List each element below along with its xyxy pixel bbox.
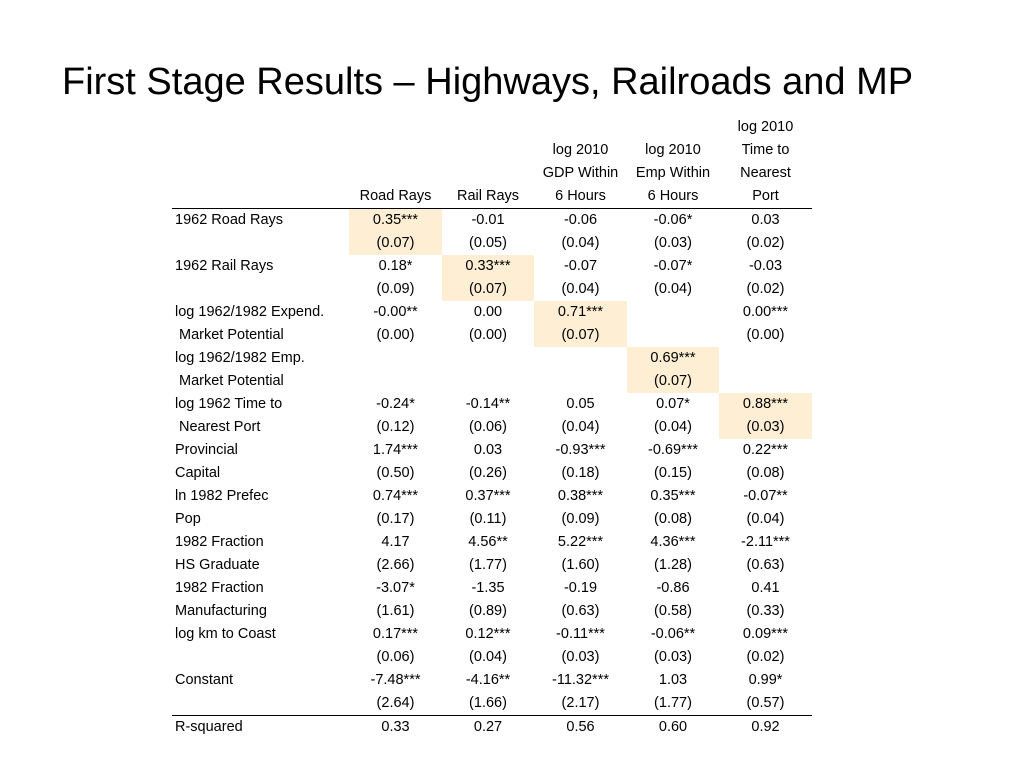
cell-value: 0.35*** bbox=[650, 488, 696, 504]
cell-value: 0.03 bbox=[751, 212, 780, 228]
cell-value: (0.15) bbox=[654, 465, 692, 481]
row-label: log km to Coast bbox=[175, 626, 276, 642]
header-road-rays bbox=[349, 116, 442, 209]
row-label: log 1962 Time to bbox=[175, 396, 283, 412]
cell-value: -0.06 bbox=[563, 212, 598, 228]
header-line: GDP Within bbox=[542, 165, 619, 181]
cell-value: (0.03) bbox=[654, 649, 692, 665]
cell-value: (2.17) bbox=[534, 692, 627, 716]
cell-value: (0.04) bbox=[469, 649, 507, 665]
cell-value bbox=[719, 370, 812, 393]
cell-value: (0.03) bbox=[561, 649, 600, 665]
row-label bbox=[172, 646, 349, 669]
row-provincial-capital-se bbox=[172, 462, 812, 485]
cell-value: 0.37*** bbox=[465, 488, 511, 504]
cell-value: -0.03 bbox=[748, 258, 783, 274]
row-label: log 1962/1982 Expend. bbox=[175, 304, 325, 320]
cell-value: 0.99* bbox=[748, 672, 783, 688]
header-line: 6 Hours bbox=[555, 188, 606, 204]
cell-value: (1.66) bbox=[442, 692, 534, 716]
cell-value: -0.07** bbox=[743, 488, 788, 504]
cell-value: (0.18) bbox=[561, 465, 600, 481]
row-label: HS Graduate bbox=[175, 557, 260, 573]
cell-value: 0.60 bbox=[658, 719, 688, 735]
row-label: 1962 Road Rays bbox=[175, 212, 284, 228]
cell-value: (0.00) bbox=[469, 327, 507, 343]
cell-value: 0.88*** bbox=[719, 393, 812, 416]
row-label: log 1962/1982 Emp. bbox=[175, 350, 305, 366]
cell-value: (0.06) bbox=[376, 649, 415, 665]
cell-value: 1.03 bbox=[658, 672, 688, 688]
cell-value: -0.69*** bbox=[648, 442, 698, 458]
row-prefec-pop-se bbox=[172, 508, 812, 531]
cell-value: 0.33 bbox=[381, 719, 410, 735]
cell-value: (2.66) bbox=[376, 557, 415, 573]
cell-value: (0.05) bbox=[469, 235, 507, 251]
cell-value: 0.33*** bbox=[442, 255, 534, 278]
cell-value: 0.41 bbox=[751, 580, 780, 596]
cell-value: 0.05 bbox=[566, 396, 595, 412]
row-label: 1962 Rail Rays bbox=[175, 258, 274, 274]
cell-value: -0.86 bbox=[656, 580, 690, 596]
header-line: Nearest bbox=[740, 165, 791, 181]
cell-value: (0.89) bbox=[469, 603, 507, 619]
row-label: Provincial bbox=[175, 442, 238, 458]
row-label: R-squared bbox=[175, 719, 243, 735]
cell-value: 4.36*** bbox=[650, 534, 696, 550]
cell-value: (0.07) bbox=[442, 278, 534, 301]
row-km-to-coast-coef bbox=[172, 623, 812, 646]
row-expend-mp-coef bbox=[172, 301, 812, 324]
cell-value: (0.07) bbox=[627, 370, 719, 393]
cell-value bbox=[719, 347, 812, 370]
row-label: Pop bbox=[175, 511, 201, 527]
row-constant-se bbox=[172, 692, 812, 716]
cell-value: 5.22*** bbox=[557, 534, 604, 550]
header-gdp-within-6-hours bbox=[534, 116, 627, 209]
cell-value: (2.64) bbox=[349, 692, 442, 716]
cell-value: 0.69*** bbox=[627, 347, 719, 370]
cell-value: (1.61) bbox=[376, 603, 415, 619]
cell-value: 0.07* bbox=[656, 396, 690, 412]
row-rail-rays-se bbox=[172, 278, 812, 301]
header-rail-rays bbox=[442, 116, 534, 209]
cell-value: 0.12*** bbox=[465, 626, 511, 642]
cell-value: 0.35*** bbox=[349, 209, 442, 233]
first-stage-results-table bbox=[172, 116, 812, 739]
row-label bbox=[172, 692, 349, 716]
cell-value: (0.07) bbox=[534, 324, 627, 347]
cell-value: 0.92 bbox=[751, 719, 780, 735]
cell-value: -0.01 bbox=[471, 212, 505, 228]
cell-value: 0.03 bbox=[473, 442, 503, 458]
header-line: Road Rays bbox=[359, 188, 432, 204]
cell-value: (0.57) bbox=[719, 692, 812, 716]
cell-value: 0.09*** bbox=[742, 626, 789, 642]
cell-value: 0.27 bbox=[473, 719, 503, 735]
cell-value: (0.08) bbox=[654, 511, 692, 527]
cell-value: 1.74*** bbox=[372, 442, 419, 458]
cell-value: -0.19 bbox=[563, 580, 598, 596]
cell-value: -0.06* bbox=[653, 212, 693, 228]
header-line: 6 Hours bbox=[647, 188, 699, 204]
cell-value: 0.00 bbox=[473, 304, 503, 320]
cell-value: (0.02) bbox=[746, 281, 785, 297]
row-r-squared bbox=[172, 716, 812, 740]
row-label: Manufacturing bbox=[175, 603, 267, 619]
row-label: Market Potential bbox=[179, 373, 284, 389]
cell-value: (1.77) bbox=[469, 557, 507, 573]
cell-value: (0.17) bbox=[376, 511, 415, 527]
cell-value: 0.56 bbox=[566, 719, 595, 735]
cell-value: 0.17*** bbox=[372, 626, 419, 642]
cell-value: 0.00*** bbox=[742, 304, 789, 320]
row-emp-mp-se bbox=[172, 370, 812, 393]
cell-value: (0.12) bbox=[376, 419, 415, 435]
cell-value: 0.18* bbox=[378, 258, 413, 274]
cell-value: -7.48*** bbox=[370, 672, 421, 688]
cell-value bbox=[442, 347, 534, 370]
cell-value: (0.02) bbox=[746, 649, 785, 665]
cell-value: (0.00) bbox=[376, 327, 415, 343]
cell-value: (0.02) bbox=[746, 235, 785, 251]
cell-value: (0.50) bbox=[376, 465, 415, 481]
header-line: log 2010 bbox=[737, 119, 794, 135]
row-label: Nearest Port bbox=[179, 419, 261, 435]
cell-value: -0.11*** bbox=[556, 626, 605, 642]
cell-value: (0.63) bbox=[746, 557, 785, 573]
row-expend-mp-se bbox=[172, 324, 812, 347]
row-constant-coef bbox=[172, 669, 812, 692]
row-time-to-port-se bbox=[172, 416, 812, 439]
cell-value bbox=[534, 347, 627, 370]
slide-title: First Stage Results – Highways, Railroads and MP bbox=[62, 61, 914, 103]
cell-value: 4.56** bbox=[468, 534, 508, 550]
row-label: Constant bbox=[175, 672, 234, 688]
row-prefec-pop-coef bbox=[172, 485, 812, 508]
cell-value: -0.07 bbox=[563, 258, 598, 274]
cell-value: -1.35 bbox=[471, 580, 505, 596]
row-provincial-capital-coef bbox=[172, 439, 812, 462]
header-emp-within-6-hours bbox=[627, 116, 719, 209]
cell-value: (0.11) bbox=[469, 511, 507, 527]
cell-value: (0.04) bbox=[654, 419, 692, 435]
row-label: 1982 Fraction bbox=[175, 534, 264, 550]
cell-value: (0.03) bbox=[654, 235, 692, 251]
row-hs-graduate-coef bbox=[172, 531, 812, 554]
cell-value: -0.24* bbox=[376, 396, 415, 412]
cell-value: (0.33) bbox=[746, 603, 785, 619]
cell-value: 0.71*** bbox=[534, 301, 627, 324]
cell-value: (1.60) bbox=[561, 557, 600, 573]
row-emp-mp-coef bbox=[172, 347, 812, 370]
cell-value: (1.77) bbox=[627, 692, 719, 716]
row-label bbox=[172, 278, 349, 301]
cell-value bbox=[627, 324, 719, 347]
header-line: Rail Rays bbox=[456, 188, 520, 204]
row-road-rays-se bbox=[172, 232, 812, 255]
cell-value bbox=[442, 370, 534, 393]
header-line: Emp Within bbox=[635, 165, 711, 181]
cell-value bbox=[627, 301, 719, 324]
cell-value: -3.07* bbox=[376, 580, 415, 596]
cell-value: -4.16** bbox=[465, 672, 511, 688]
row-time-to-port-coef bbox=[172, 393, 812, 416]
row-manufacturing-se bbox=[172, 600, 812, 623]
cell-value: -0.06** bbox=[650, 626, 696, 642]
cell-value: (0.09) bbox=[561, 511, 600, 527]
cell-value: 4.17 bbox=[381, 534, 410, 550]
cell-value: (0.08) bbox=[746, 465, 785, 481]
row-label: Capital bbox=[175, 465, 221, 481]
cell-value: (0.03) bbox=[719, 416, 812, 439]
cell-value: (0.63) bbox=[561, 603, 600, 619]
row-label: Market Potential bbox=[179, 327, 284, 343]
row-manufacturing-coef bbox=[172, 577, 812, 600]
cell-value: 0.38*** bbox=[557, 488, 604, 504]
cell-value: -11.32*** bbox=[552, 672, 609, 688]
header-line: Port bbox=[752, 188, 779, 204]
cell-value: (0.58) bbox=[654, 603, 692, 619]
header-stub bbox=[172, 116, 349, 209]
cell-value: -0.07* bbox=[653, 258, 693, 274]
cell-value: (0.04) bbox=[654, 281, 692, 297]
cell-value: 0.22*** bbox=[742, 442, 789, 458]
header-line: log 2010 bbox=[645, 142, 701, 158]
row-hs-graduate-se bbox=[172, 554, 812, 577]
header-row bbox=[172, 116, 812, 209]
cell-value: -0.14** bbox=[465, 396, 511, 412]
cell-value: (0.04) bbox=[746, 511, 785, 527]
cell-value: -0.00** bbox=[373, 304, 418, 320]
row-rail-rays-coef bbox=[172, 255, 812, 278]
cell-value: (0.00) bbox=[746, 327, 785, 343]
row-km-to-coast-se bbox=[172, 646, 812, 669]
cell-value: (0.04) bbox=[561, 419, 600, 435]
header-line: log 2010 bbox=[552, 142, 609, 158]
cell-value: (0.04) bbox=[561, 235, 600, 251]
cell-value: (0.09) bbox=[376, 281, 415, 297]
row-label bbox=[172, 232, 349, 255]
cell-value: (0.06) bbox=[469, 419, 507, 435]
header-time-to-nearest-port bbox=[719, 116, 812, 209]
cell-value: -0.93*** bbox=[555, 442, 606, 458]
row-label: ln 1982 Prefec bbox=[175, 488, 269, 504]
cell-value: (0.07) bbox=[349, 232, 442, 255]
row-label: 1982 Fraction bbox=[175, 580, 264, 596]
cell-value: (0.04) bbox=[561, 281, 600, 297]
cell-value: (1.28) bbox=[654, 557, 692, 573]
cell-value bbox=[534, 370, 627, 393]
cell-value: 0.74*** bbox=[372, 488, 419, 504]
cell-value: -2.11*** bbox=[741, 534, 790, 550]
row-road-rays-coef bbox=[172, 209, 812, 233]
cell-value: (0.26) bbox=[469, 465, 507, 481]
header-line: Time to bbox=[741, 142, 790, 158]
cell-value bbox=[349, 347, 442, 370]
cell-value bbox=[349, 370, 442, 393]
